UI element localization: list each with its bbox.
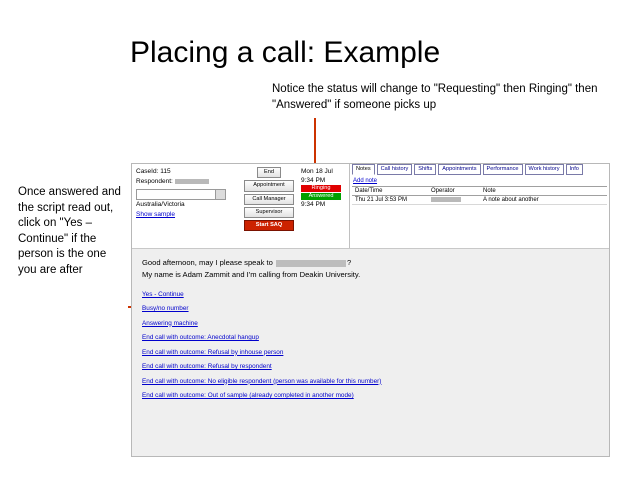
respondent-name-redacted	[276, 260, 346, 267]
respondent-row	[136, 177, 241, 187]
column-header-operator: Operator	[428, 187, 480, 196]
tabstrip	[352, 166, 607, 175]
annotation-status-note: Notice the status will change to "Requesting" then Ringing" then "Answered" if someone picks up	[272, 83, 598, 111]
tab-appointments[interactable]: Appointments	[438, 164, 480, 175]
link-outcome-refusal-inhouse[interactable]: End call with outcome: Refusal by inhouse person	[142, 348, 284, 356]
link-outcome-no-eligible-respondent[interactable]: End call with outcome: No eligible respondent (person was available for this number)	[142, 377, 382, 385]
script-line-2: My name is Adam Zammit and I'm calling from Deakin University.	[142, 269, 361, 279]
script-outcome-links	[142, 291, 609, 400]
panel-divider	[349, 164, 350, 248]
call-control-panel	[132, 164, 609, 249]
script-panel	[132, 249, 609, 456]
cell-operator	[428, 196, 480, 205]
info-tabs-panel	[352, 166, 607, 246]
supervisor-button[interactable]: Supervisor	[244, 207, 294, 218]
respondent-label: Respondent:	[136, 178, 173, 186]
arrow-down-icon	[314, 118, 316, 166]
end-button[interactable]: End	[257, 167, 281, 178]
script-text	[142, 257, 609, 281]
column-header-datetime: Date/Time	[352, 187, 428, 196]
table-header-row	[352, 187, 607, 196]
tab-info[interactable]: Info	[566, 164, 583, 175]
case-id-value: 115	[160, 168, 171, 175]
show-sample-link[interactable]: Show sample	[136, 211, 176, 219]
annotation-yes-continue-note: Once answered and the script read out, click on "Yes – Continue" if the person is the one you are after	[18, 186, 121, 276]
status-badge-answered: Answered	[301, 193, 341, 200]
link-yes-continue[interactable]: Yes - Continue	[142, 290, 184, 298]
chevron-down-icon	[219, 193, 223, 196]
column-header-note: Note	[480, 187, 607, 196]
operator-redacted	[431, 197, 461, 202]
case-id-row	[136, 167, 241, 177]
tab-call-history[interactable]: Call history	[377, 164, 413, 175]
region-label: Australia/Victoria	[136, 200, 185, 208]
tab-shifts[interactable]: Shifts	[414, 164, 436, 175]
respondent-value-redacted	[175, 179, 209, 184]
application-window	[131, 163, 610, 457]
call-manager-button[interactable]: Call Manager	[244, 194, 294, 205]
status-badge-ringing: Ringing	[301, 185, 341, 192]
current-date: Mon 18 Jul	[301, 168, 333, 175]
link-outcome-refusal-respondent[interactable]: End call with outcome: Refusal by respondent	[142, 363, 272, 371]
table-row[interactable]	[352, 196, 607, 205]
link-busy-no-number[interactable]: Busy/no number	[142, 305, 189, 313]
status-time-bottom: 9:34 PM	[301, 200, 326, 208]
cell-datetime: Thu 21 Jul 3:53 PM	[352, 196, 428, 205]
status-time-top: 9:34 PM	[301, 176, 326, 184]
link-outcome-anecdotal-hangup[interactable]: End call with outcome: Anecdotal hangup	[142, 334, 259, 342]
tab-notes[interactable]: Notes	[352, 164, 375, 175]
case-id-label: CaseId:	[136, 168, 159, 175]
respondent-select[interactable]	[136, 189, 226, 200]
cell-note: A note about another	[480, 196, 607, 205]
appointment-button[interactable]: Appointment	[244, 180, 294, 191]
case-info-block	[136, 167, 241, 221]
script-line-1-prefix: Good afternoon, may I please speak to	[142, 258, 275, 267]
tab-performance[interactable]: Performance	[483, 164, 523, 175]
script-line-1	[142, 257, 609, 269]
call-action-buttons	[244, 167, 298, 233]
page-title: Placing a call: Example	[130, 36, 441, 69]
link-answering-machine[interactable]: Answering machine	[142, 319, 198, 327]
link-outcome-out-of-sample[interactable]: End call with outcome: Out of sample (already completed in another mode)	[142, 392, 354, 400]
tab-work-history[interactable]: Work history	[525, 164, 564, 175]
start-saq-button[interactable]: Start SAQ	[244, 220, 294, 231]
script-line-1-suffix: ?	[346, 258, 352, 267]
add-note-link[interactable]: Add note	[353, 178, 378, 184]
notes-table	[352, 186, 607, 205]
call-status-column	[300, 167, 346, 208]
